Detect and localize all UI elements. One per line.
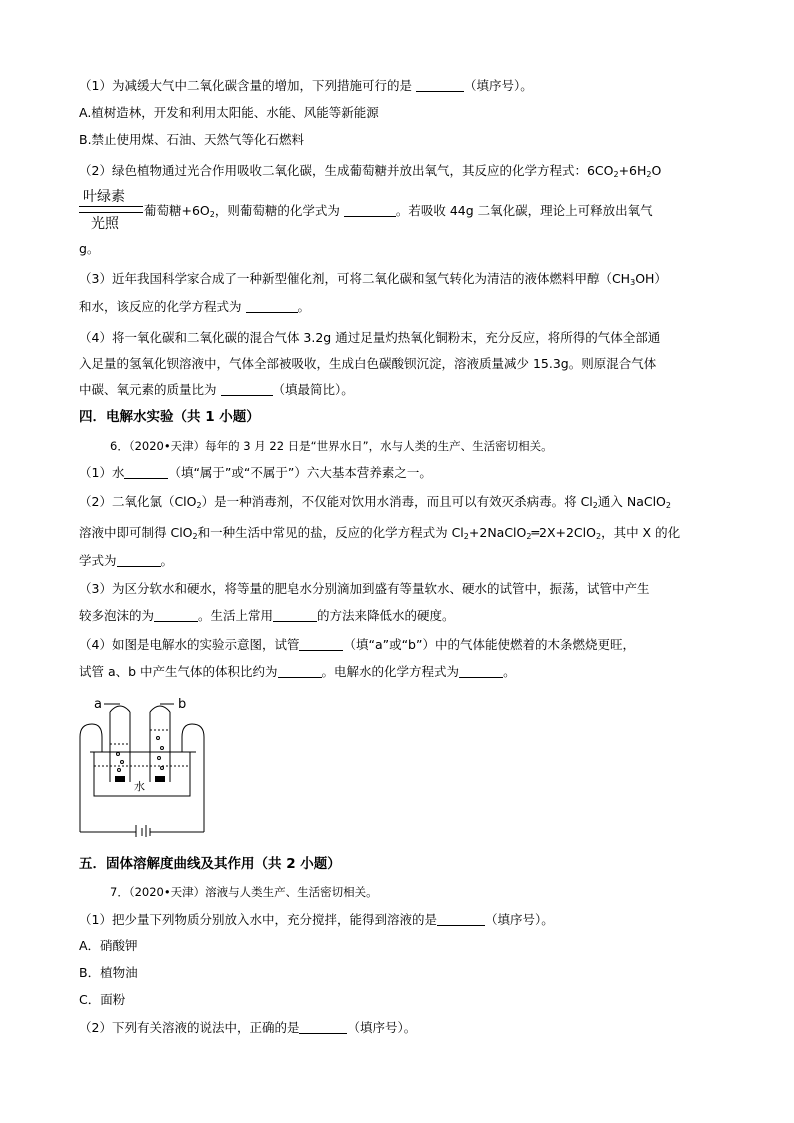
reaction-condition — [79, 186, 143, 236]
q5-part3-line1: （3）近年我国科学家合成了一种新型催化剂，可将二氧化碳和氢气转化为清洁的液体燃料甲醇$(CH_3OH)$ — [79, 271, 667, 287]
answer-blank[interactable] — [344, 204, 396, 217]
answer-blank[interactable] — [221, 383, 273, 396]
q5-option-b: B.禁止使用煤、石油、天然气等化石燃料 — [79, 132, 305, 147]
q7-part2: （2）下列有关溶液的说法中，正确的是 （填序号）。 — [79, 1020, 417, 1035]
answer-blank[interactable] — [117, 554, 161, 567]
q5-part4-line3: 中碳、氧元素的质量比为 （填最简比）。 — [79, 382, 354, 397]
q6-part2-line3: 学式为 。 — [79, 553, 174, 568]
answer-blank[interactable] — [273, 609, 317, 622]
q7-part1: （1）把少量下列物质分别放入水中，充分搅拌，能得到溶液的是 （填序号）。 — [79, 912, 554, 927]
q5-part3-line2: 和水，该反应的化学方程式为 。 — [79, 299, 311, 314]
q7-option-b: B．植物油 — [79, 965, 138, 980]
electrode-b — [155, 776, 165, 782]
answer-blank[interactable] — [154, 609, 198, 622]
q6-part4-line2: 试管 a、b 中产生气体的体积比约为 。电解水的化学方程式为 。 — [79, 664, 516, 679]
q5-part4-line1: （4）将一氧化碳和二氧化碳的混合气体 3.2g 通过足量灼热氧化铜粉末，充分反应，将所得的气体全部通 — [79, 330, 661, 345]
q6-part1: （1）水 （填“属于”或“不属于”）六大基本营养素之一。 — [79, 465, 432, 480]
q7-option-c: C．面粉 — [79, 992, 126, 1007]
q7-option-a: A．硝酸钾 — [79, 938, 138, 953]
answer-blank[interactable] — [299, 1021, 347, 1034]
label-b: b — [178, 697, 187, 712]
q5-part2-line2: 葡萄糖$+6O_2$，则葡萄糖的化学式为 。若吸收 44g 二氧化碳，理论上可释放出氧气 — [144, 203, 653, 219]
answer-blank[interactable] — [278, 665, 322, 678]
q6-part3-line2: 较多泡沫的为 。生活上常用 的方法来降低水的硬度。 — [79, 608, 455, 623]
section-heading-4: 四．电解水实验（共 1 小题） — [79, 409, 260, 425]
right-wire — [182, 724, 204, 832]
q6-part2-line2: 溶液中即可制得 ClO$_2$和一种生活中常见的盐，反应的化学方程式为 $Cl_2+2NaClO_2═2X+2ClO_2$，其中 X 的化 — [79, 525, 681, 541]
condition-light: 光照 — [91, 216, 119, 232]
q6-intro: 6．（2020•天津）每年的 3 月 22 日是“世界水日”，水与人类的生产、生活密切相关。 — [110, 439, 553, 453]
test-tube-b — [150, 706, 170, 782]
label-water: 水 — [134, 780, 145, 793]
answer-blank[interactable] — [459, 665, 503, 678]
q5-part2-unit: g。 — [79, 241, 100, 256]
q5-part1: （1）为减缓大气中二氧化碳含量的增加，下列措施可行的是 （填序号）。 — [79, 78, 533, 93]
electrolysis-apparatus-figure — [78, 692, 208, 837]
section-heading-5: 五．固体溶解度曲线及其作用（共 2 小题） — [79, 856, 341, 872]
q5-option-a: A.植树造林，开发和利用太阳能、水能、风能等新能源 — [79, 105, 379, 120]
answer-blank[interactable] — [299, 638, 343, 651]
answer-blank[interactable] — [124, 466, 168, 479]
q6-part4-line1: （4）如图是电解水的实验示意图，试管 （填“a”或“b”）中的气体能使燃着的木条燃烧更旺， — [79, 637, 635, 652]
reaction-arrow — [79, 206, 143, 213]
answer-blank[interactable] — [416, 79, 464, 92]
battery — [128, 825, 154, 837]
q6-part2-line1: （2）二氧化氯（ClO$_2$）是一种消毒剂，不仅能对饮用水消毒，而且可以有效灭杀病毒。将 $Cl_2$通入 NaClO$_2$ — [79, 494, 671, 510]
answer-blank[interactable] — [437, 913, 485, 926]
label-a: a — [94, 697, 102, 712]
q6-part3-line1: （3）为区分软水和硬水，将等量的肥皂水分别滴加到盛有等量软水、硬水的试管中，振荡，试管中产生 — [79, 581, 650, 596]
q7-intro: 7．（2020•天津）溶液与人类生产、生活密切相关。 — [110, 885, 378, 899]
q5-part4-line2: 入足量的氢氧化钡溶液中，气体全部被吸收，生成白色碳酸钡沉淀，溶液质量减少 15.3g。则原混合气体 — [79, 356, 657, 371]
electrode-a — [115, 776, 125, 782]
left-wire — [80, 724, 102, 832]
answer-blank[interactable] — [246, 300, 298, 313]
condition-catalyst: 叶绿素 — [83, 189, 125, 205]
q5-part2-line1: （2）绿色植物通过光合作用吸收二氧化碳，生成葡萄糖并放出氧气，其反应的化学方程式：$6CO_2+6H_2O$ — [79, 163, 662, 179]
